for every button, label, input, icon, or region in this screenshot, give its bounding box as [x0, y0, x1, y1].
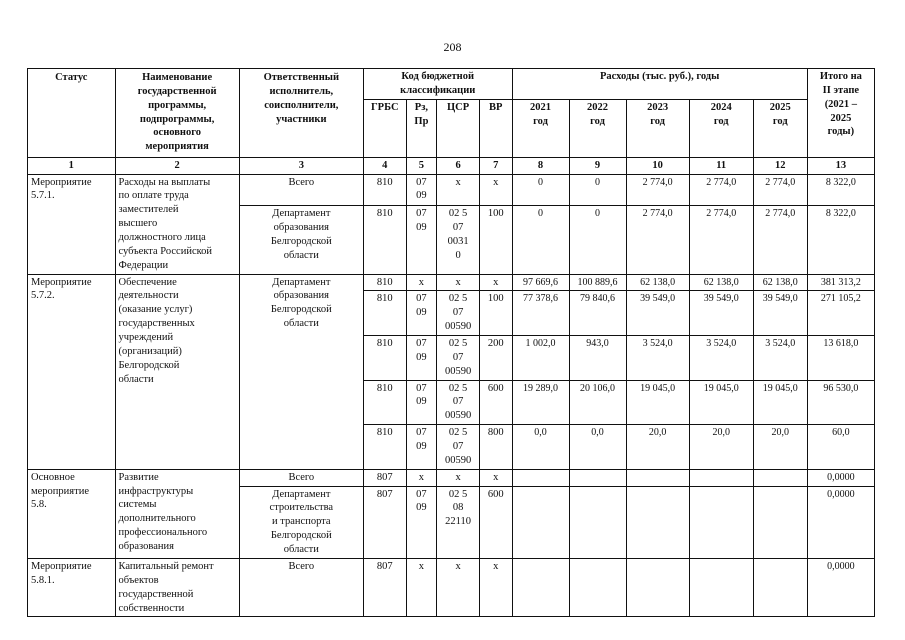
- cell-rz-pr: 07 09: [406, 380, 437, 425]
- cell-2023: 2 774,0: [626, 174, 689, 206]
- cell-2023: 2 774,0: [626, 206, 689, 274]
- budget-table: [27, 68, 875, 617]
- cell-vr: x: [479, 174, 512, 206]
- cell-2021: 77 378,6: [512, 291, 569, 336]
- cell-csr: 02 5 07 0031 0: [437, 206, 480, 274]
- cell-2021: [512, 469, 569, 486]
- cell-rz-pr: 07 09: [406, 486, 437, 558]
- cell-csr: 02 5 07 00590: [437, 380, 480, 425]
- column-number: 1: [28, 157, 116, 174]
- cell-2024: 2 774,0: [689, 174, 753, 206]
- cell-csr: x: [437, 274, 480, 291]
- header-executor: Ответственный исполнитель, соисполнители, участники: [239, 69, 363, 158]
- cell-grbs: 810: [363, 291, 406, 336]
- cell-2024: 62 138,0: [689, 274, 753, 291]
- cell-2023: 20,0: [626, 425, 689, 470]
- column-number: 4: [363, 157, 406, 174]
- cell-2022: [569, 486, 626, 558]
- cell-2022: 79 840,6: [569, 291, 626, 336]
- row-executor: Департамент образования Белгородской области: [239, 206, 363, 274]
- cell-total: 8 322,0: [807, 174, 874, 206]
- header-year-2021: 2021 год: [512, 99, 569, 157]
- header-status: Статус: [28, 69, 116, 158]
- cell-2022: [569, 469, 626, 486]
- table-row: [28, 274, 875, 291]
- row-name: Расходы на выплаты по оплате труда заместителей высшего должностного лица субъекта Российской Федерации: [115, 174, 239, 274]
- cell-grbs: 807: [363, 486, 406, 558]
- header-csr: ЦСР: [437, 99, 480, 157]
- cell-2025: 62 138,0: [753, 274, 807, 291]
- cell-total: 381 313,2: [807, 274, 874, 291]
- cell-2024: [689, 469, 753, 486]
- cell-2025: 2 774,0: [753, 174, 807, 206]
- cell-2025: 20,0: [753, 425, 807, 470]
- cell-2024: [689, 486, 753, 558]
- cell-vr: 800: [479, 425, 512, 470]
- row-name: Капитальный ремонт объектов государственной собственности: [115, 558, 239, 616]
- cell-rz-pr: x: [406, 558, 437, 616]
- cell-2021: 0,0: [512, 425, 569, 470]
- cell-vr: x: [479, 469, 512, 486]
- header-vr: ВР: [479, 99, 512, 157]
- cell-2021: [512, 486, 569, 558]
- row-executor: Департамент строительства и транспорта Белгородской области: [239, 486, 363, 558]
- table-row: [28, 469, 875, 486]
- cell-rz-pr: x: [406, 469, 437, 486]
- cell-2023: 62 138,0: [626, 274, 689, 291]
- cell-rz-pr: 07 09: [406, 291, 437, 336]
- column-number: 12: [753, 157, 807, 174]
- cell-csr: x: [437, 469, 480, 486]
- cell-2025: 2 774,0: [753, 206, 807, 274]
- row-executor: Департамент образования Белгородской области: [239, 274, 363, 469]
- cell-vr: 100: [479, 206, 512, 274]
- cell-vr: x: [479, 558, 512, 616]
- cell-2021: 0: [512, 206, 569, 274]
- cell-csr: x: [437, 558, 480, 616]
- cell-grbs: 810: [363, 380, 406, 425]
- cell-csr: x: [437, 174, 480, 206]
- cell-2021: 97 669,6: [512, 274, 569, 291]
- header-year-2024: 2024 год: [689, 99, 753, 157]
- cell-2023: 39 549,0: [626, 291, 689, 336]
- cell-vr: 200: [479, 336, 512, 381]
- cell-2025: [753, 469, 807, 486]
- cell-rz-pr: 07 09: [406, 425, 437, 470]
- column-number: 7: [479, 157, 512, 174]
- cell-2025: 39 549,0: [753, 291, 807, 336]
- row-executor: Всего: [239, 469, 363, 486]
- cell-2024: 19 045,0: [689, 380, 753, 425]
- cell-grbs: 810: [363, 336, 406, 381]
- cell-2021: 0: [512, 174, 569, 206]
- column-number: 9: [569, 157, 626, 174]
- header-year-2023: 2023 год: [626, 99, 689, 157]
- cell-csr: 02 5 08 22110: [437, 486, 480, 558]
- header-name: Наименование государственной программы, подпрограммы, основного мероприятия: [115, 69, 239, 158]
- column-number: 11: [689, 157, 753, 174]
- header-total: Итого на II этапе (2021 – 2025 годы): [807, 69, 874, 158]
- row-status: Мероприятие 5.7.2.: [28, 274, 116, 469]
- header-budget-code: Код бюджетной классификации: [363, 69, 512, 100]
- header-year-2022: 2022 год: [569, 99, 626, 157]
- cell-csr: 02 5 07 00590: [437, 336, 480, 381]
- cell-grbs: 810: [363, 174, 406, 206]
- cell-2023: 3 524,0: [626, 336, 689, 381]
- cell-vr: x: [479, 274, 512, 291]
- cell-2024: 20,0: [689, 425, 753, 470]
- cell-total: 0,0000: [807, 486, 874, 558]
- cell-rz-pr: x: [406, 274, 437, 291]
- cell-2022: 0: [569, 174, 626, 206]
- row-status: Основное мероприятие 5.8.: [28, 469, 116, 558]
- column-number: 10: [626, 157, 689, 174]
- cell-rz-pr: 07 09: [406, 174, 437, 206]
- row-status: Мероприятие 5.8.1.: [28, 558, 116, 616]
- cell-rz-pr: 07 09: [406, 336, 437, 381]
- cell-2022: 100 889,6: [569, 274, 626, 291]
- cell-2025: [753, 558, 807, 616]
- column-number: 13: [807, 157, 874, 174]
- cell-total: 13 618,0: [807, 336, 874, 381]
- cell-2021: [512, 558, 569, 616]
- header-year-2025: 2025 год: [753, 99, 807, 157]
- header-grbs: ГРБС: [363, 99, 406, 157]
- row-name: Развитие инфраструктуры системы дополнительного профессионального образования: [115, 469, 239, 558]
- cell-total: 0,0000: [807, 469, 874, 486]
- cell-2024: 39 549,0: [689, 291, 753, 336]
- cell-2022: 0,0: [569, 425, 626, 470]
- cell-grbs: 810: [363, 274, 406, 291]
- cell-2022: 0: [569, 206, 626, 274]
- cell-2024: 2 774,0: [689, 206, 753, 274]
- cell-grbs: 810: [363, 206, 406, 274]
- cell-total: 60,0: [807, 425, 874, 470]
- header-rz-pr: Рз, Пр: [406, 99, 437, 157]
- cell-csr: 02 5 07 00590: [437, 425, 480, 470]
- page-number: 208: [443, 40, 462, 54]
- table-row: [28, 558, 875, 616]
- cell-total: 271 105,2: [807, 291, 874, 336]
- row-name: Обеспечение деятельности (оказание услуг) государственных учреждений (организаций) Белгородской области: [115, 274, 239, 469]
- column-number: 3: [239, 157, 363, 174]
- cell-2025: 3 524,0: [753, 336, 807, 381]
- cell-2021: 19 289,0: [512, 380, 569, 425]
- cell-2023: 19 045,0: [626, 380, 689, 425]
- cell-grbs: 810: [363, 425, 406, 470]
- cell-2022: [569, 558, 626, 616]
- cell-total: 0,0000: [807, 558, 874, 616]
- cell-vr: 600: [479, 380, 512, 425]
- cell-rz-pr: 07 09: [406, 206, 437, 274]
- cell-2022: 943,0: [569, 336, 626, 381]
- cell-2024: 3 524,0: [689, 336, 753, 381]
- row-executor: Всего: [239, 558, 363, 616]
- cell-csr: 02 5 07 00590: [437, 291, 480, 336]
- cell-vr: 600: [479, 486, 512, 558]
- column-number: 6: [437, 157, 480, 174]
- cell-total: 8 322,0: [807, 206, 874, 274]
- cell-2025: 19 045,0: [753, 380, 807, 425]
- column-number: 8: [512, 157, 569, 174]
- cell-2022: 20 106,0: [569, 380, 626, 425]
- cell-2025: [753, 486, 807, 558]
- cell-2021: 1 002,0: [512, 336, 569, 381]
- cell-2024: [689, 558, 753, 616]
- cell-grbs: 807: [363, 558, 406, 616]
- cell-total: 96 530,0: [807, 380, 874, 425]
- column-number: 5: [406, 157, 437, 174]
- table-row: [28, 174, 875, 206]
- header-expenses: Расходы (тыс. руб.), годы: [512, 69, 807, 100]
- cell-vr: 100: [479, 291, 512, 336]
- column-number-row: [28, 157, 875, 174]
- cell-grbs: 807: [363, 469, 406, 486]
- cell-2023: [626, 469, 689, 486]
- cell-2023: [626, 558, 689, 616]
- column-number: 2: [115, 157, 239, 174]
- row-executor: Всего: [239, 174, 363, 206]
- cell-2023: [626, 486, 689, 558]
- row-status: Мероприятие 5.7.1.: [28, 174, 116, 274]
